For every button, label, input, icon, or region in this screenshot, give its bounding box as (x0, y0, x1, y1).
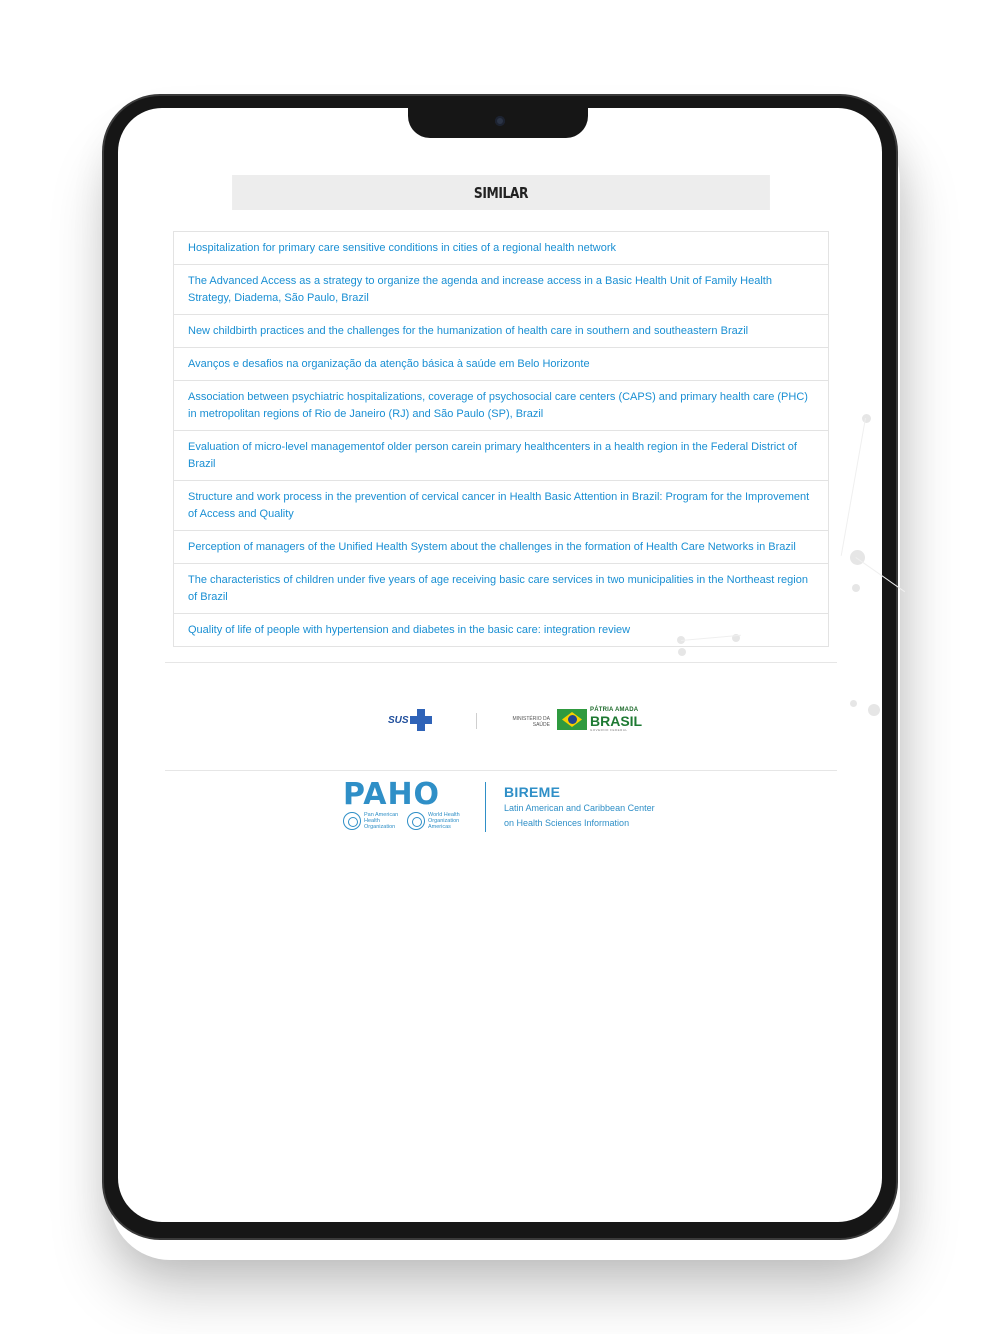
brazil-flag-icon (557, 709, 587, 730)
logo-separator (476, 713, 477, 729)
ministerio-label: MINISTÉRIO DA SAÚDE (512, 716, 550, 728)
bireme-logo[interactable] (504, 784, 674, 831)
paho-organizations (343, 812, 473, 830)
paho-emblem-icon (343, 812, 361, 830)
similar-section-title: SIMILAR (232, 175, 770, 210)
similar-link[interactable]: Perception of managers of the Unified Health System about the challenges in the formation of Health Care Networks in Brazil (173, 531, 829, 564)
paho-org-label: Pan American Health Organization (364, 812, 399, 830)
paho-wordmark: PAHO (343, 777, 441, 812)
bireme-line-2: on Health Sciences Information (504, 818, 630, 828)
sus-logo-text: SUS (388, 714, 409, 726)
similar-link[interactable]: Hospitalization for primary care sensitive conditions in cities of a regional health network (173, 232, 829, 265)
similar-link[interactable]: Avanços e desafios na organização da atenção básica à saúde em Belo Horizonte (173, 348, 829, 381)
who-org-label: World Health Organization Americas (428, 812, 460, 830)
sus-logo[interactable] (388, 708, 434, 732)
footer-divider (165, 662, 837, 663)
paho-logo[interactable] (343, 777, 473, 836)
patria-small-text: PÁTRIA AMADA (590, 707, 639, 713)
similar-link[interactable]: Evaluation of micro-level managementof older person carein primary healthcenters in a health region in the Federal District of Brazil (173, 431, 829, 481)
similar-link[interactable]: New childbirth practices and the challenges for the humanization of health care in southern and southeastern Brazil (173, 315, 829, 348)
patria-amada-logo[interactable] (590, 707, 650, 732)
patria-gov-text: GOVERNO FEDERAL (590, 728, 628, 732)
front-camera (495, 116, 505, 126)
bireme-title: BIREME (504, 784, 561, 800)
similar-link[interactable]: Quality of life of people with hypertension and diabetes in the basic care: integration review (173, 614, 829, 647)
who-emblem-icon (407, 812, 425, 830)
similar-link[interactable]: Association between psychiatric hospitalizations, coverage of psychosocial care centers (CAPS) and primary health care (PHC) in metropolitan regions of Rio de Janeiro (RJ) and São Paulo (SP), Brazil (173, 381, 829, 431)
bireme-line-1: Latin American and Caribbean Center (504, 803, 655, 813)
health-cross-icon (410, 709, 432, 731)
similar-link[interactable]: The characteristics of children under five years of age receiving basic care services in two municipalities in the Northeast region of Brazil (173, 564, 829, 614)
similar-link[interactable]: The Advanced Access as a strategy to organize the agenda and increase access in a Basic Health Unit of Family Health Strategy, Diadema, São Paulo, Brazil (173, 265, 829, 315)
logo-separator (485, 782, 486, 832)
similar-list (173, 231, 829, 647)
patria-big-text: BRASIL (590, 713, 643, 729)
footer-divider (165, 770, 837, 771)
similar-link[interactable]: Structure and work process in the prevention of cervical cancer in Health Basic Attention in Brazil: Program for the Improvement of Access and Quality (173, 481, 829, 531)
